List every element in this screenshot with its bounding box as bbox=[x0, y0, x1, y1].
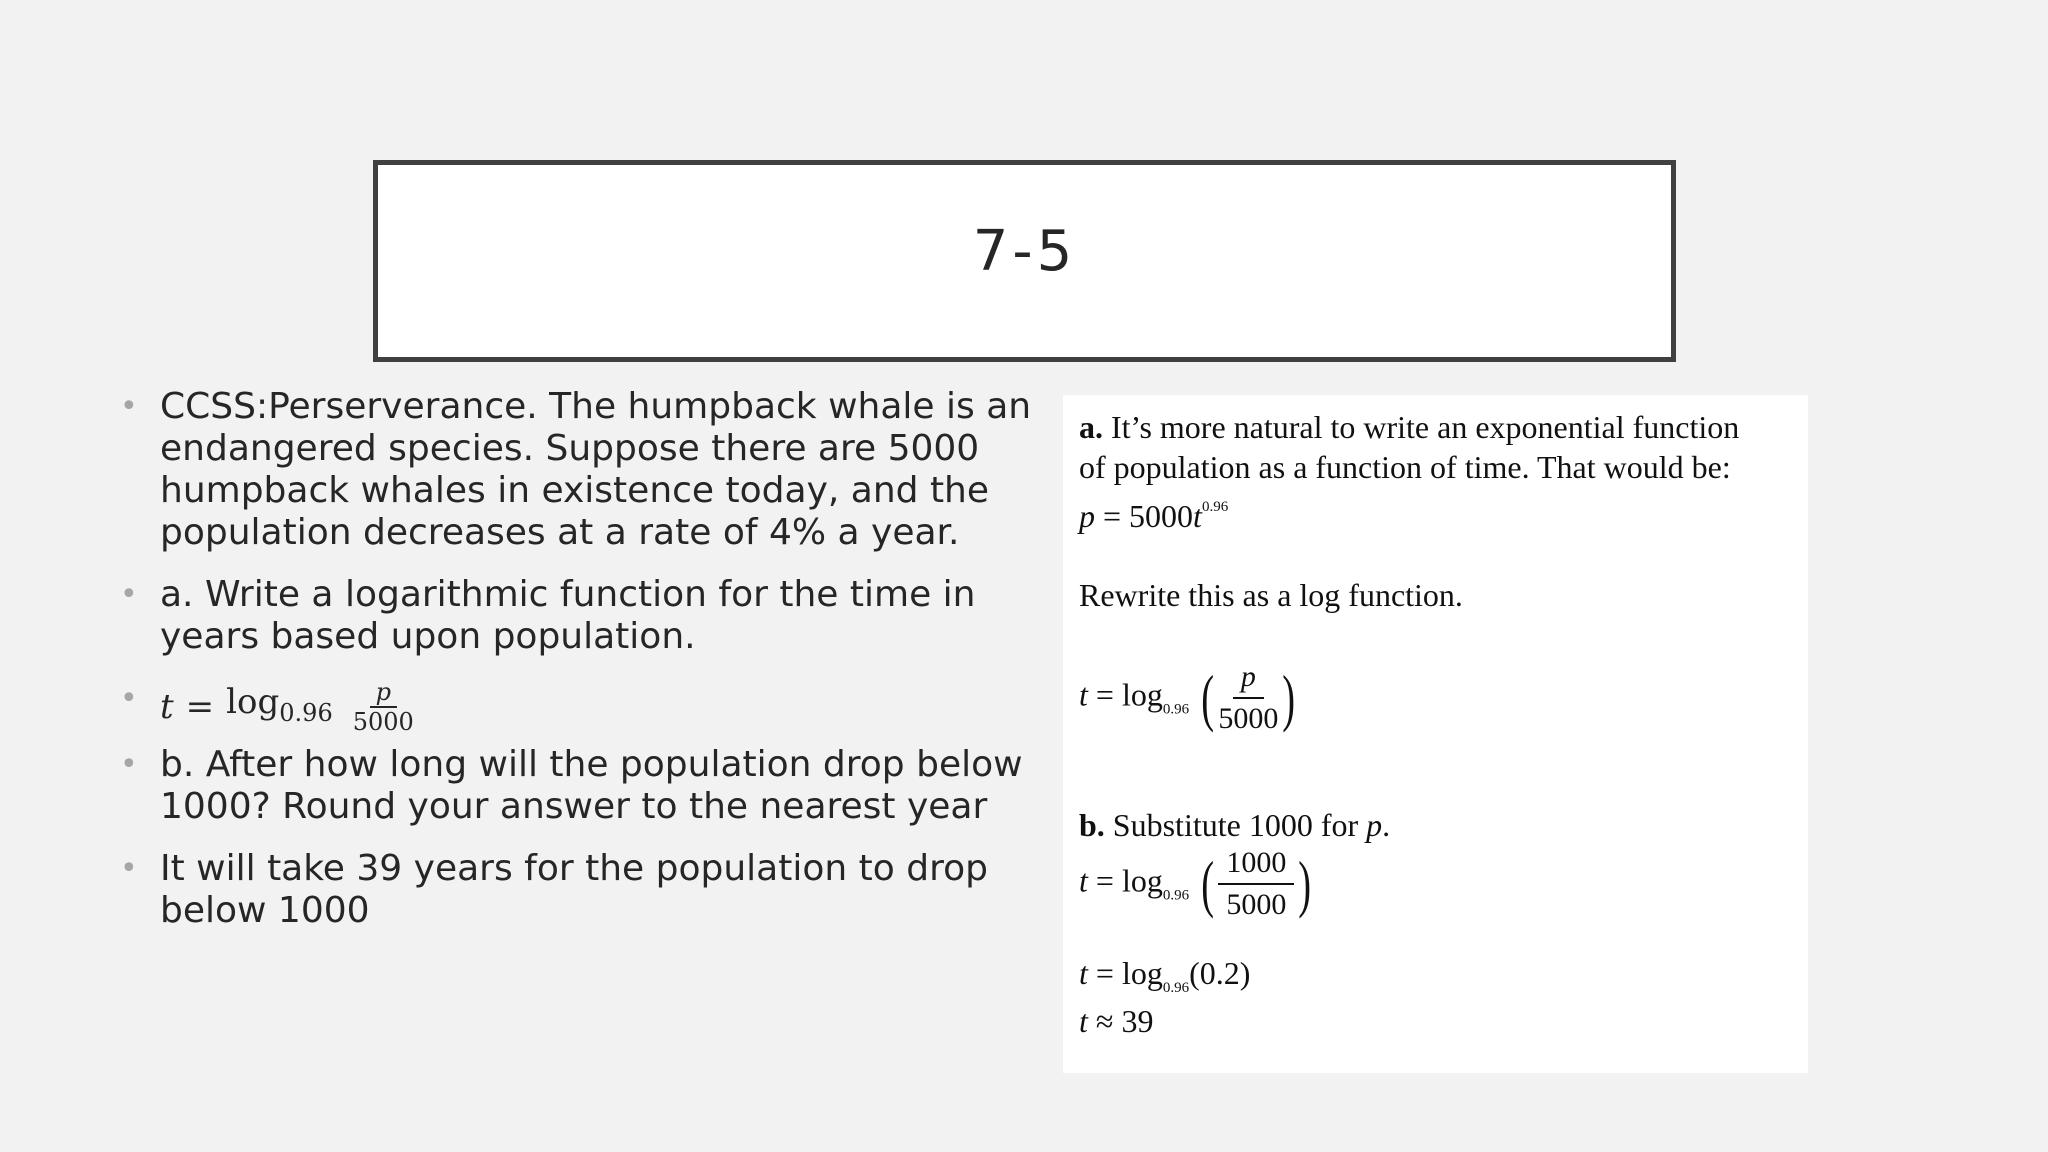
bullet-part-a: • a. Write a logarithmic function for the time in years based upon population. bbox=[118, 574, 1048, 658]
formula-base: 0.96 bbox=[279, 698, 333, 727]
slide-title-box bbox=[373, 160, 1676, 362]
bullet-problem: • CCSS:Perserverance. The humpback whale is an endangered species. Suppose there are 5000 humpback whales in existence today, and the population decreases at a rate of 4% a year. bbox=[118, 386, 1048, 554]
bullet-part-b: • b. After how long will the population drop below 1000? Round your answer to the nearest year bbox=[118, 744, 1048, 828]
formula-lhs: • t bbox=[160, 687, 174, 727]
bullet-answer: • It will take 39 years for the population to drop below 1000 bbox=[118, 848, 1048, 932]
solution-rewrite: Rewrite this as a log function. bbox=[1079, 577, 1463, 613]
solution-part-a-line1: a. It’s more natural to write an exponential function bbox=[1079, 409, 1740, 445]
formula-denominator: 5000 bbox=[352, 708, 414, 736]
bullet-formula bbox=[118, 678, 1048, 736]
solution-eq3: $t = \log_{0.96}$ ( 1000 5000 ) bbox=[1079, 843, 1316, 925]
bullet-list bbox=[118, 386, 1048, 952]
solution-eq1: $p = 5000t^{0.96}$ bbox=[1079, 498, 1229, 534]
formula-fraction bbox=[349, 678, 418, 736]
solution-eq4: $t = \log_{0.96}(0.2)$ bbox=[1079, 955, 1251, 996]
solution-eq2: $t = \log_{0.96}$ ( p 5000 ) bbox=[1079, 657, 1300, 739]
formula-log: $\log_{0.96}$ bbox=[226, 681, 333, 727]
slide-title: 7-5 bbox=[972, 218, 1077, 284]
solution-image bbox=[1063, 395, 1808, 1073]
formula-eq: = bbox=[185, 687, 215, 727]
log-formula bbox=[160, 678, 418, 736]
solution-eq5: t ≈ 39 bbox=[1079, 1003, 1154, 1039]
solution-part-b: b. Substitute 1000 for p. bbox=[1079, 807, 1391, 843]
formula-numerator: p bbox=[370, 678, 397, 708]
solution-part-a-line2: of population as a function of time. That would be: bbox=[1079, 449, 1731, 485]
